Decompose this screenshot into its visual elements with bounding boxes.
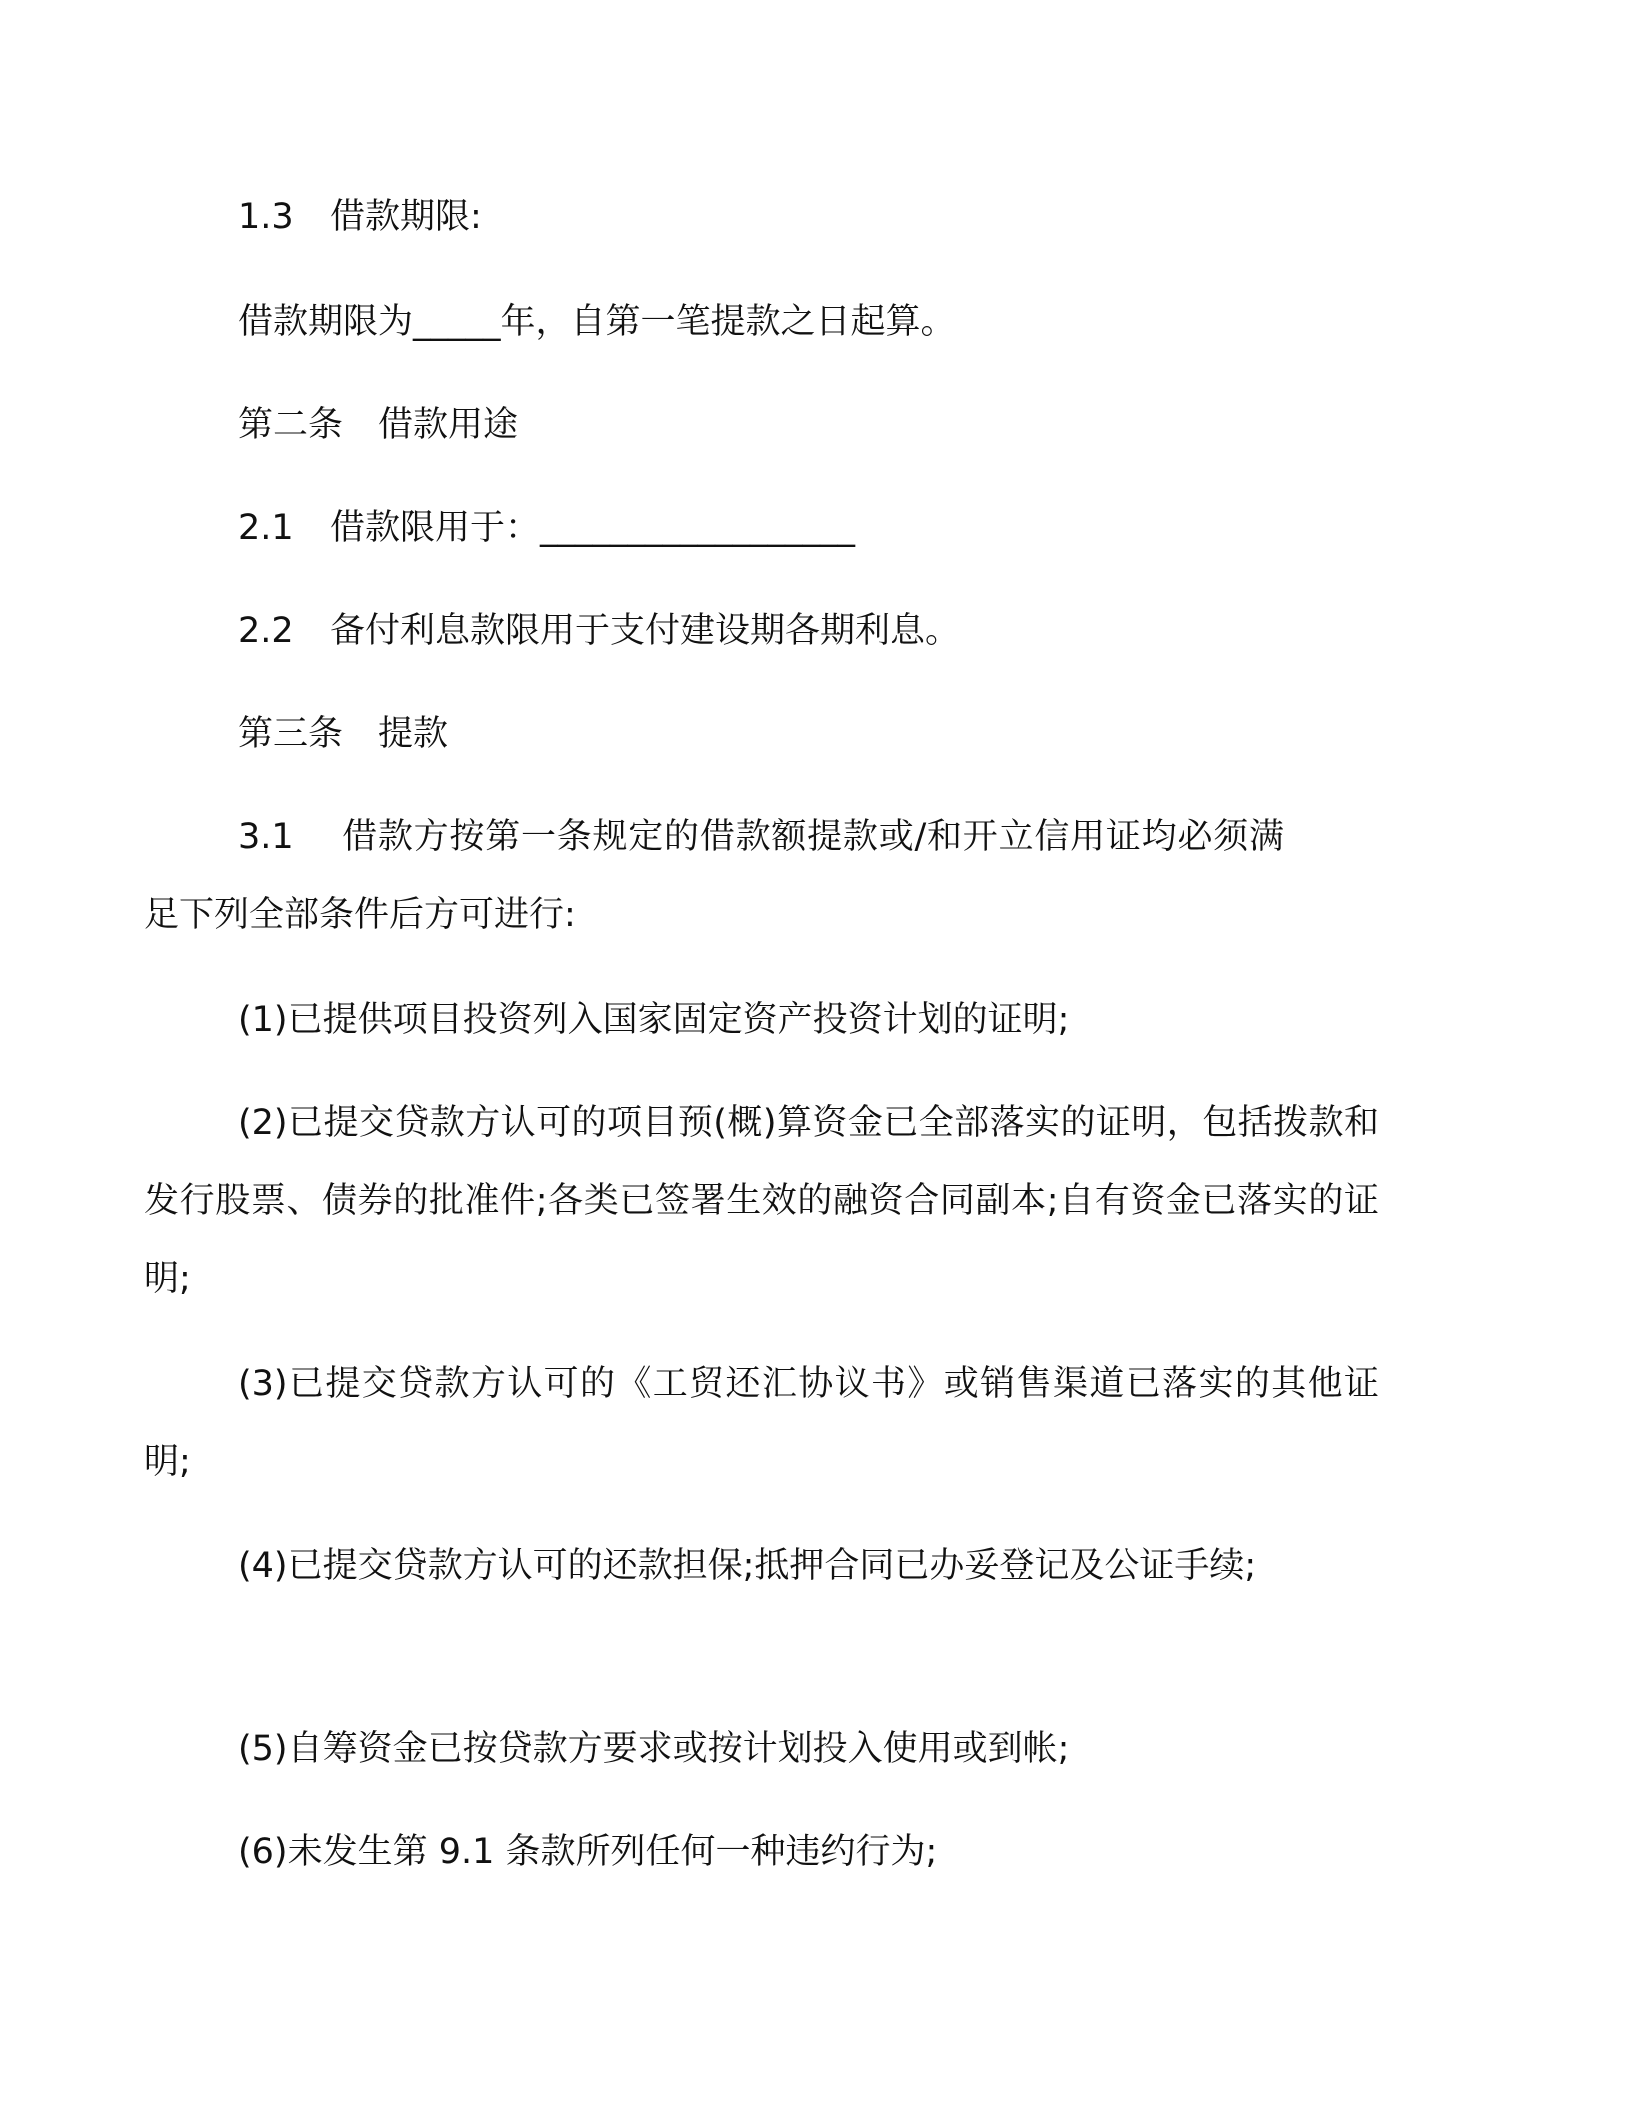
condition-1 — [238, 981, 1418, 1059]
condition-text: (1)已提供项目投资列入国家固定资产投资计划的证明; — [238, 1000, 1070, 1040]
article-2-heading — [238, 386, 1418, 464]
clause-3-1 — [144, 798, 1284, 954]
clause-number: 2.2 — [238, 611, 294, 651]
heading-text: 第二条 借款用途 — [238, 405, 519, 445]
clause-2-1 — [238, 489, 1418, 567]
condition-5 — [238, 1710, 1418, 1788]
loan-term-paragraph — [238, 283, 1418, 361]
condition-4 — [144, 1527, 1379, 1605]
clause-1-3 — [238, 178, 1418, 256]
heading-text: 第三条 提款 — [238, 714, 449, 754]
paragraph-text: 借款期限为_____年，自第一笔提款之日起算。 — [238, 302, 956, 342]
clause-text: 3.1 借款方按第一条规定的借款额提款或/和开立信用证均必须满足下列全部条件后方可进行: — [144, 817, 1284, 935]
condition-2 — [144, 1084, 1379, 1318]
clause-2-2 — [238, 592, 1418, 670]
clause-text: 借款限用于：__________________ — [330, 508, 856, 548]
condition-text: (6)未发生第 9.1 条款所列任何一种违约行为; — [238, 1832, 938, 1872]
clause-number: 1.3 — [238, 197, 294, 237]
condition-3 — [144, 1345, 1379, 1501]
condition-text: (3)已提交贷款方认可的《工贸还汇协议书》或销售渠道已落实的其他证明; — [144, 1364, 1379, 1482]
condition-6 — [238, 1813, 1418, 1891]
condition-text: (2)已提交贷款方认可的项目预(概)算资金已全部落实的证明，包括拨款和发行股票、债券的批准件;各类已签署生效的融资合同副本;自有资金已落实的证明; — [144, 1103, 1379, 1299]
clause-number: 2.1 — [238, 508, 294, 548]
article-3-heading — [238, 695, 1418, 773]
condition-text: (5)自筹资金已按贷款方要求或按计划投入使用或到帐; — [238, 1729, 1070, 1769]
clause-text: 备付利息款限用于支付建设期各期利息。 — [330, 611, 961, 651]
clause-text: 借款期限: — [330, 197, 482, 237]
condition-text: (4)已提交贷款方认可的还款担保;抵押合同已办妥登记及公证手续; — [238, 1546, 1257, 1586]
